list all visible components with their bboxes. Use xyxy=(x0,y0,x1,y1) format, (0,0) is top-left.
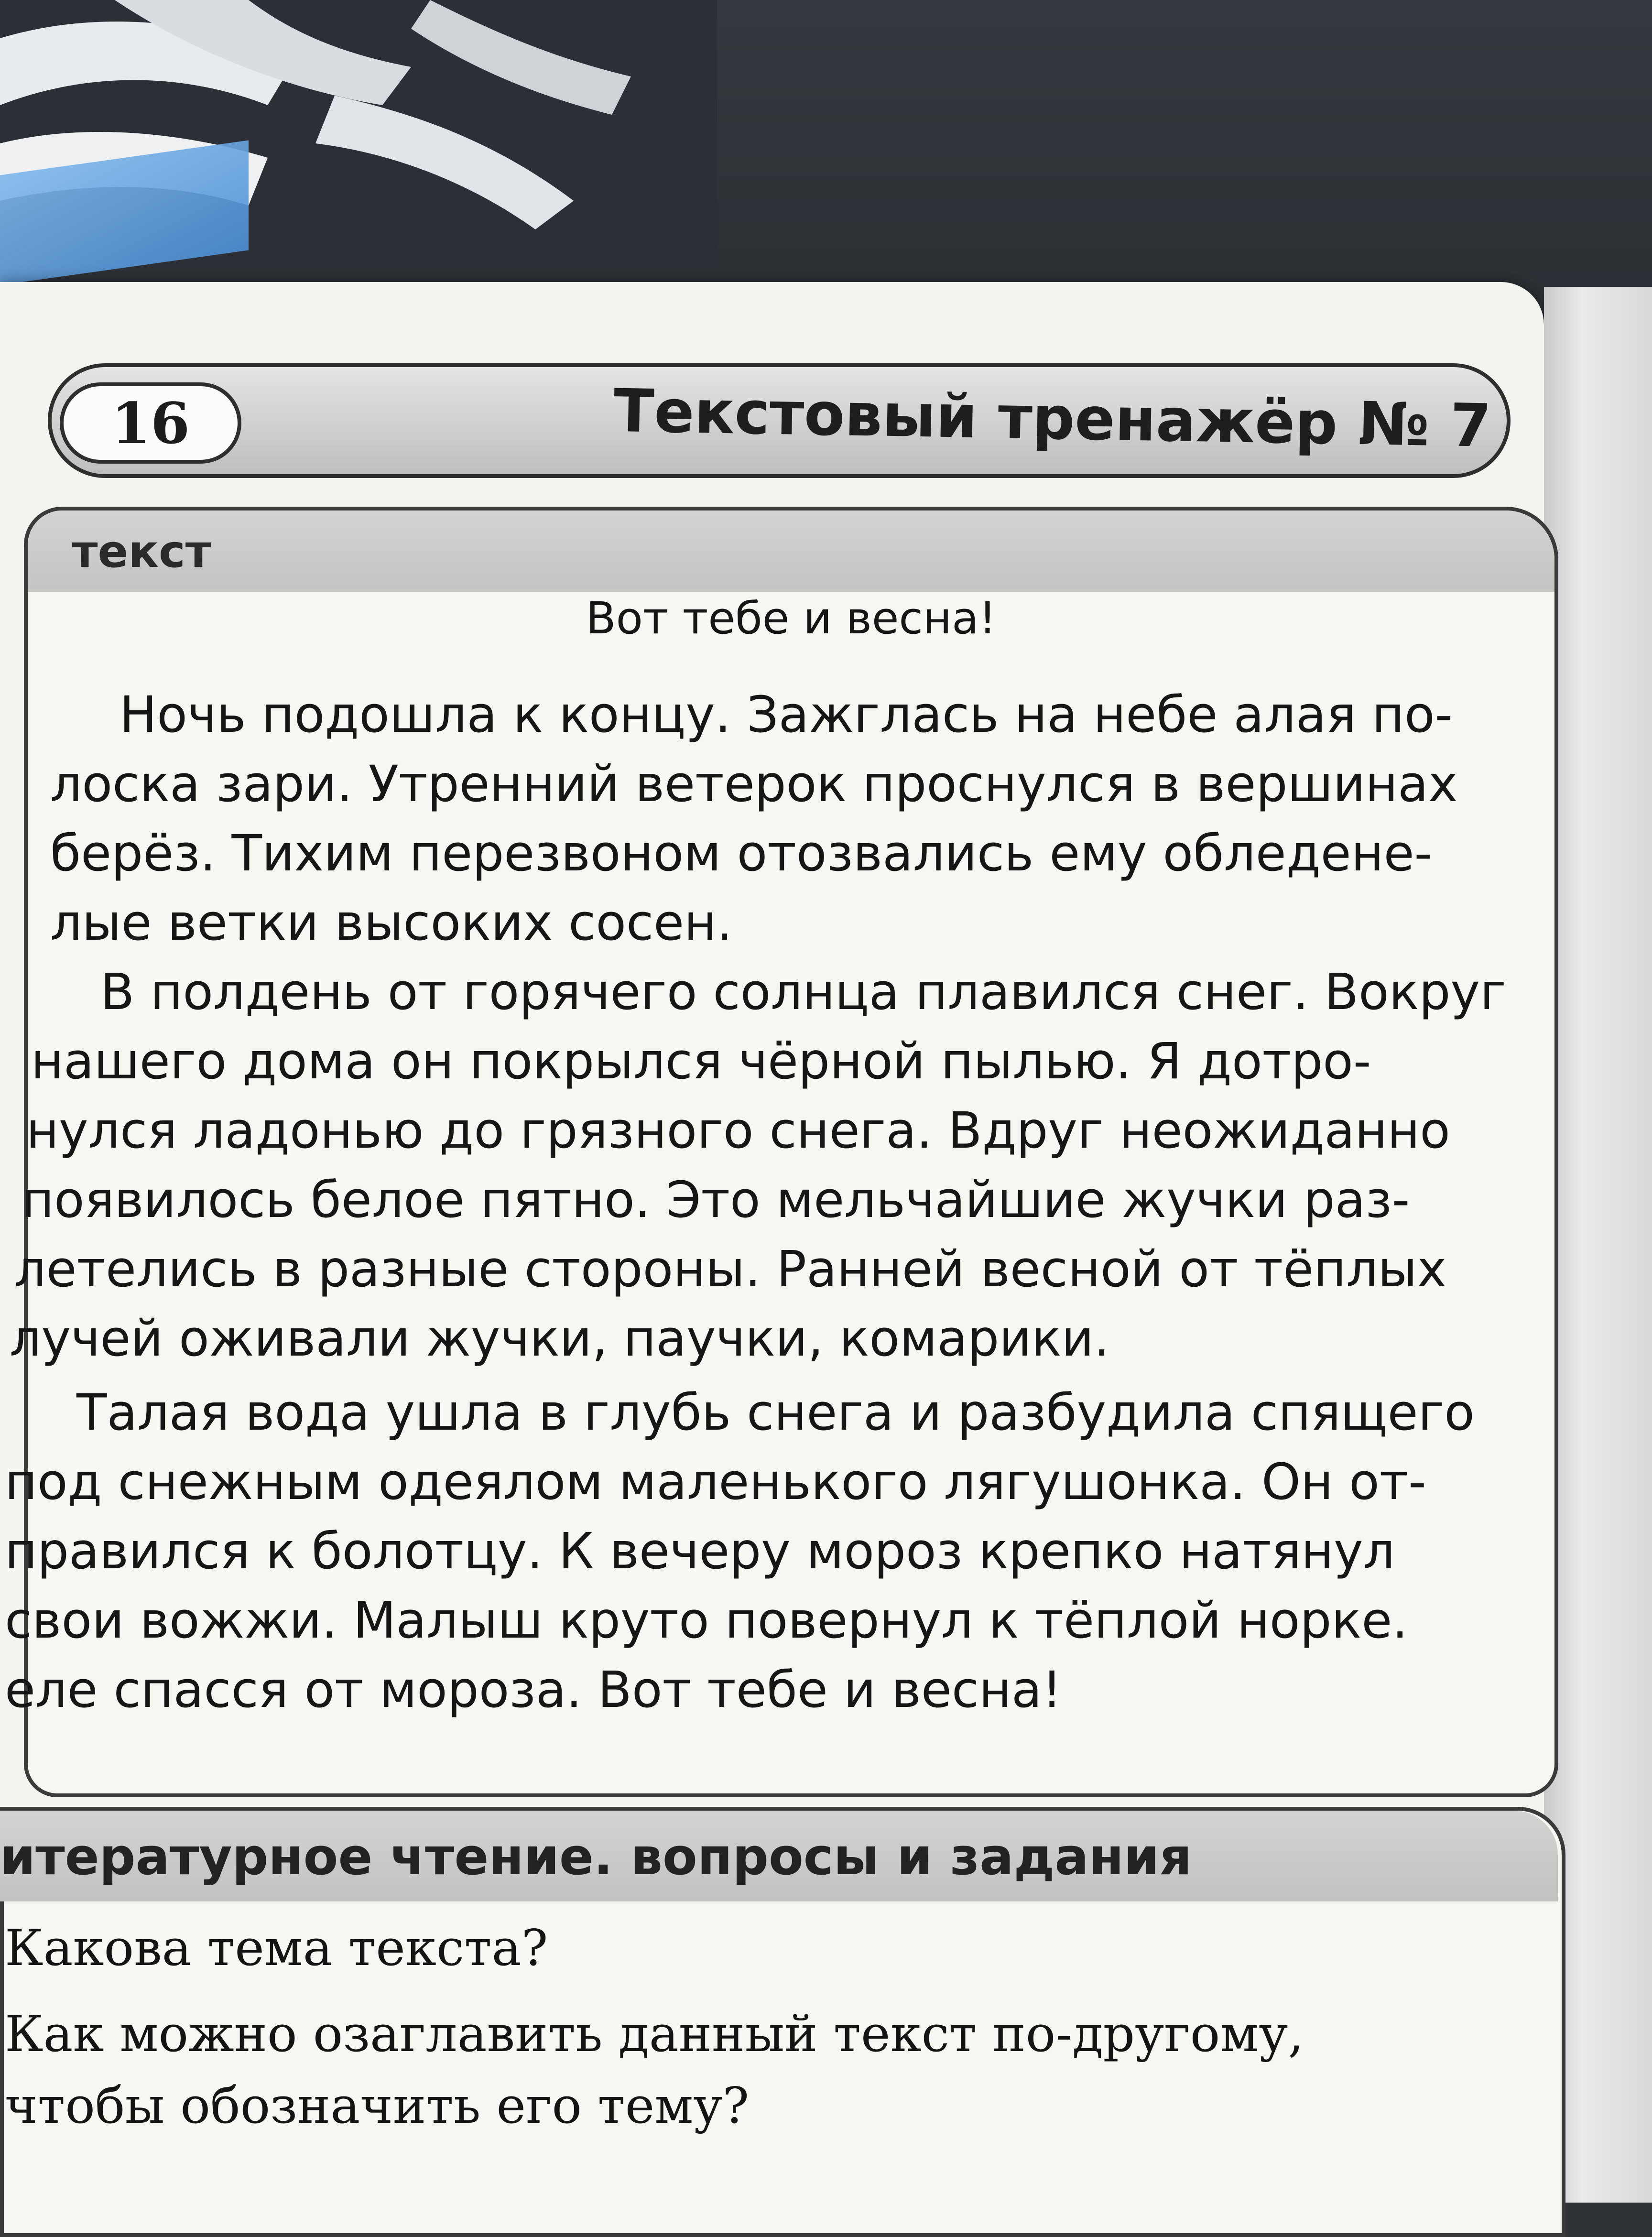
story-line: Талая вода ушла в глубь снега и разбудила спящего xyxy=(76,1383,1475,1442)
story-line: лые ветки высоких сосен. xyxy=(50,893,733,952)
task-question: Какова тема текста? xyxy=(5,1919,548,1977)
story-line: лучей оживали жучки, паучки, комарики. xyxy=(10,1309,1110,1368)
story-title: Вот тебе и весна! xyxy=(586,593,997,644)
section-label: текст xyxy=(72,526,212,578)
story-line: летелись в разные стороны. Ранней весной от тёплых xyxy=(14,1240,1447,1298)
page-title: Текстовый тренажёр № 7 xyxy=(613,376,1492,461)
text-label-band xyxy=(28,510,1554,592)
tasks-heading: итературное чтение. вопросы и задания xyxy=(0,1827,1192,1886)
story-line: правился к болотцу. К вечеру мороз крепко натянул xyxy=(5,1522,1395,1580)
story-line: нулся ладонью до грязного снега. Вдруг неожиданно xyxy=(26,1101,1450,1160)
story-line: Ночь подошла к концу. Зажглась на небе алая по- xyxy=(120,685,1453,744)
story-line: лоска зари. Утренний ветерок проснулся в вершинах xyxy=(50,755,1458,813)
story-line: берёз. Тихим перезвоном отозвались ему обледене- xyxy=(50,824,1433,882)
page-number: 16 xyxy=(60,382,241,464)
story-line: появилось белое пятно. Это мельчайшие жучки раз- xyxy=(22,1171,1410,1229)
story-line: свои вожжи. Малыш круто повернул к тёплой норке. xyxy=(5,1591,1408,1650)
task-question: Как можно озаглавить данный текст по-другому, xyxy=(5,2005,1304,2063)
story-line: еле спасся от мороза. Вот тебе и весна! xyxy=(5,1661,1062,1719)
story-line: под снежным одеялом маленького лягушонка. Он от- xyxy=(5,1453,1426,1511)
story-line: нашего дома он покрылся чёрной пылью. Я дотро- xyxy=(31,1032,1371,1090)
task-question: чтобы обозначить его тему? xyxy=(5,2076,750,2135)
story-line: В полдень от горячего солнца плавился снег. Вокруг xyxy=(100,963,1506,1021)
